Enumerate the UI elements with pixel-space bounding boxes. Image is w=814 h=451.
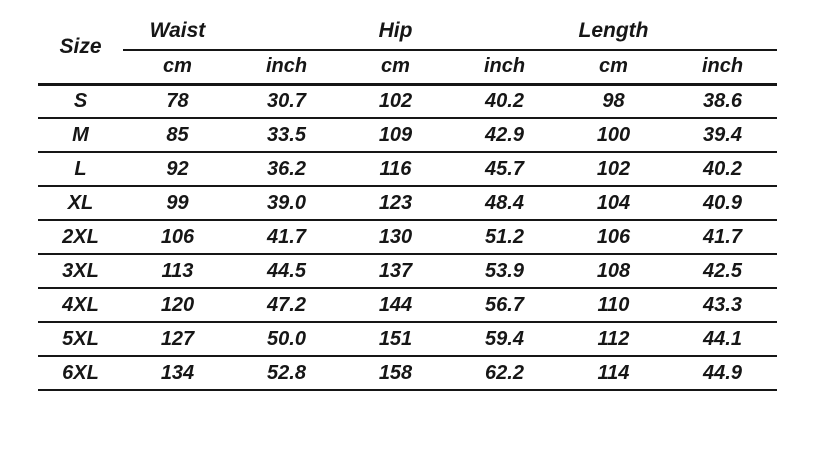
size-label: M [38, 118, 123, 152]
table-row-6xl [38, 356, 777, 390]
waist-cm-header: cm [123, 50, 232, 84]
length-inch-value: 40.2 [668, 152, 777, 186]
hip-inch-value: 51.2 [450, 220, 559, 254]
table-row-s [38, 84, 777, 118]
waist-inch-value: 52.8 [232, 356, 341, 390]
waist-inch-value: 33.5 [232, 118, 341, 152]
waist-cm-value: 106 [123, 220, 232, 254]
hip-inch-value: 53.9 [450, 254, 559, 288]
hip-cm-value: 158 [341, 356, 450, 390]
table-row-l [38, 152, 777, 186]
waist-cm-value: 78 [123, 84, 232, 118]
waist-inch-value: 41.7 [232, 220, 341, 254]
waist-inch-value: 47.2 [232, 288, 341, 322]
size-label: L [38, 152, 123, 186]
waist-inch-value: 36.2 [232, 152, 341, 186]
waist-cm-value: 85 [123, 118, 232, 152]
hip-inch-value: 56.7 [450, 288, 559, 322]
size-label: S [38, 84, 123, 118]
length-cm-value: 110 [559, 288, 668, 322]
hip-inch-value: 40.2 [450, 84, 559, 118]
length-cm-value: 104 [559, 186, 668, 220]
length-inch-value: 44.1 [668, 322, 777, 356]
length-group-spacer [668, 12, 777, 50]
size-label: 3XL [38, 254, 123, 288]
waist-group-header: Waist [123, 12, 232, 50]
hip-cm-value: 123 [341, 186, 450, 220]
waist-inch-header: inch [232, 50, 341, 84]
size-chart-table [38, 12, 777, 391]
length-cm-value: 106 [559, 220, 668, 254]
size-column-header: Size [38, 12, 123, 84]
hip-cm-value: 102 [341, 84, 450, 118]
length-cm-value: 112 [559, 322, 668, 356]
size-label: 2XL [38, 220, 123, 254]
hip-cm-header: cm [341, 50, 450, 84]
length-inch-header: inch [668, 50, 777, 84]
hip-inch-value: 42.9 [450, 118, 559, 152]
table-row-5xl [38, 322, 777, 356]
hip-inch-value: 59.4 [450, 322, 559, 356]
length-inch-value: 44.9 [668, 356, 777, 390]
table-row-m [38, 118, 777, 152]
size-label: 4XL [38, 288, 123, 322]
waist-cm-value: 99 [123, 186, 232, 220]
table-row-xl [38, 186, 777, 220]
table-body [38, 84, 777, 390]
length-inch-value: 40.9 [668, 186, 777, 220]
length-group-header: Length [559, 12, 668, 50]
table-row-4xl [38, 288, 777, 322]
waist-inch-value: 39.0 [232, 186, 341, 220]
length-inch-value: 39.4 [668, 118, 777, 152]
table-row-3xl [38, 254, 777, 288]
hip-cm-value: 116 [341, 152, 450, 186]
hip-group-header: Hip [341, 12, 450, 50]
hip-cm-value: 151 [341, 322, 450, 356]
hip-inch-header: inch [450, 50, 559, 84]
hip-cm-value: 137 [341, 254, 450, 288]
length-cm-header: cm [559, 50, 668, 84]
waist-cm-value: 120 [123, 288, 232, 322]
length-inch-value: 42.5 [668, 254, 777, 288]
waist-cm-value: 127 [123, 322, 232, 356]
waist-inch-value: 30.7 [232, 84, 341, 118]
size-label: XL [38, 186, 123, 220]
size-label: 6XL [38, 356, 123, 390]
waist-inch-value: 44.5 [232, 254, 341, 288]
header-group-row [38, 12, 777, 50]
hip-cm-value: 130 [341, 220, 450, 254]
size-label: 5XL [38, 322, 123, 356]
waist-cm-value: 113 [123, 254, 232, 288]
waist-cm-value: 134 [123, 356, 232, 390]
length-cm-value: 100 [559, 118, 668, 152]
hip-group-spacer [450, 12, 559, 50]
length-inch-value: 43.3 [668, 288, 777, 322]
hip-inch-value: 62.2 [450, 356, 559, 390]
table-row-2xl [38, 220, 777, 254]
length-cm-value: 102 [559, 152, 668, 186]
hip-cm-value: 109 [341, 118, 450, 152]
waist-group-spacer [232, 12, 341, 50]
length-inch-value: 38.6 [668, 84, 777, 118]
hip-inch-value: 45.7 [450, 152, 559, 186]
length-cm-value: 98 [559, 84, 668, 118]
waist-inch-value: 50.0 [232, 322, 341, 356]
waist-cm-value: 92 [123, 152, 232, 186]
hip-inch-value: 48.4 [450, 186, 559, 220]
length-cm-value: 108 [559, 254, 668, 288]
hip-cm-value: 144 [341, 288, 450, 322]
header-unit-row [38, 50, 777, 84]
table-header [38, 12, 777, 84]
length-cm-value: 114 [559, 356, 668, 390]
length-inch-value: 41.7 [668, 220, 777, 254]
